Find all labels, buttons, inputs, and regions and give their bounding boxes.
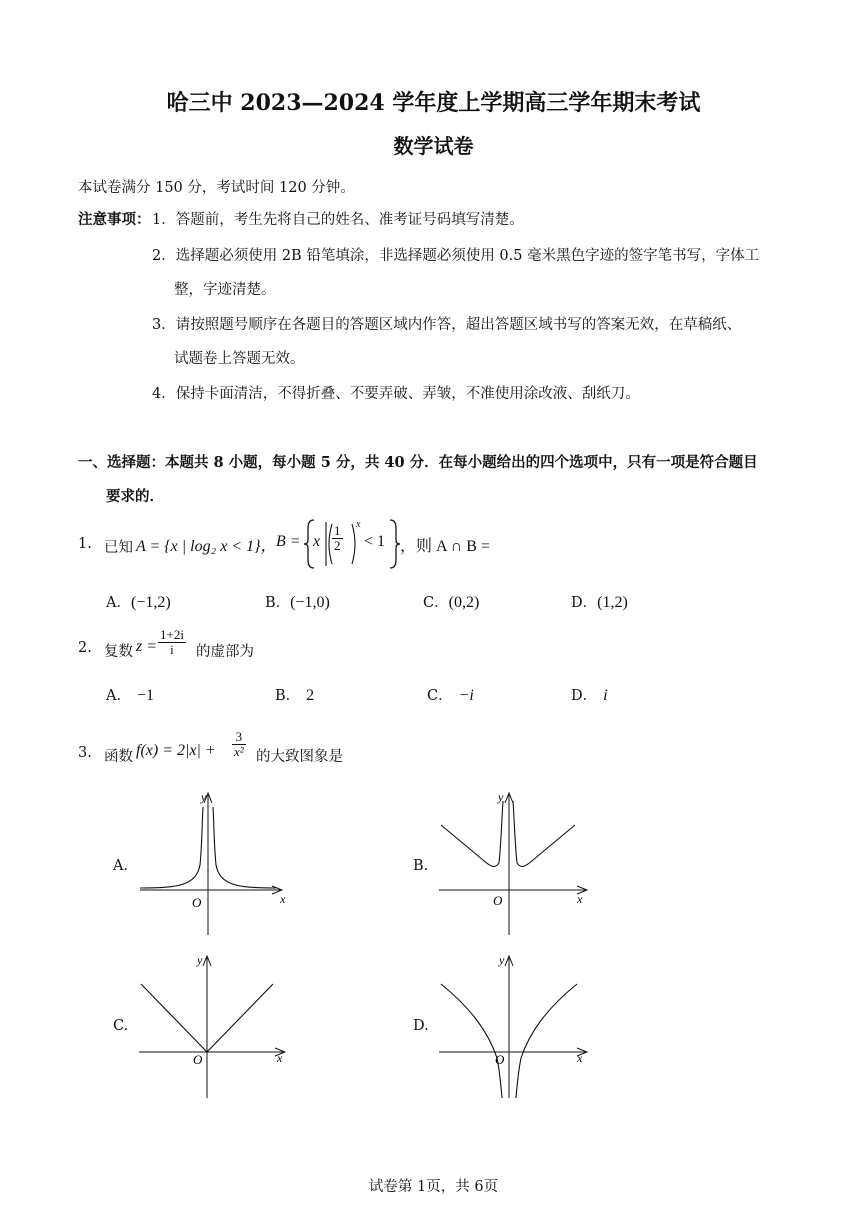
y-axis-label: y	[201, 790, 207, 804]
q3-graph-d[interactable]	[433, 948, 593, 1103]
q2-option-b[interactable]	[275, 684, 314, 705]
q2-frac-num: 1+2i	[160, 627, 184, 642]
q2-prefix: 复数	[104, 644, 133, 660]
option-value: (1,2)	[597, 594, 628, 611]
q1-number: 1.	[78, 536, 92, 552]
q3-frac-den: x²	[234, 744, 244, 760]
q3-suffix: 的大致图象是	[256, 749, 343, 765]
q2-fraction	[158, 628, 186, 658]
q1-exponent: x	[356, 519, 361, 530]
option-letter: B．	[275, 688, 301, 704]
q2-suffix: 的虚部为	[196, 644, 254, 660]
page-footer: 试卷第 1页，共 6页	[368, 1179, 499, 1195]
x-axis-label: x	[277, 1051, 283, 1065]
x-axis-label: x	[577, 1051, 583, 1065]
option-value: (−1,2)	[130, 594, 171, 611]
option-letter: D．	[571, 688, 598, 704]
notice-item-2: 2．选择题必须使用 2B 铅笔填涂，非选择题必须使用 0.5 毫米黑色字迹的签字笔书写，字体工	[152, 248, 760, 264]
q2-lhs: z =	[136, 638, 158, 655]
section1-heading: 一、选择题：本题共 8 小题，每小题 5 分，共 40 分．在每小题给出的四个选项中，只有一项是符合题目	[78, 454, 758, 471]
q3-prefix: 函数	[104, 749, 133, 765]
y-axis-label: y	[499, 953, 505, 967]
q1-option-c[interactable]	[423, 591, 479, 612]
q1-set-a: A = {x | log₂ x < 1}，	[136, 538, 277, 555]
option-letter: A．	[106, 595, 131, 611]
origin-label: O	[493, 893, 503, 908]
x-axis-label: x	[577, 892, 583, 906]
q1-option-a[interactable]	[106, 591, 171, 612]
q3-graph-b[interactable]	[433, 785, 593, 940]
q2-frac-den: i	[170, 642, 174, 658]
q1-suffix: ，则 A ∩ B =	[400, 538, 490, 555]
q1-frac-num: 1	[334, 523, 341, 538]
q1-frac-den: 2	[334, 538, 341, 554]
option-value: −1	[136, 687, 155, 704]
q3-graph-c-letter[interactable]: C.	[113, 1018, 129, 1034]
origin-label: O	[193, 1052, 203, 1067]
option-letter: C．	[427, 688, 453, 704]
option-value: (−1,0)	[290, 594, 330, 611]
intro-text: 本试卷满分 150 分，考试时间 120 分钟。	[78, 180, 355, 196]
q3-graph-b-letter[interactable]: B.	[413, 858, 429, 874]
q3-number: 3.	[78, 745, 92, 761]
option-letter: A．	[106, 688, 131, 704]
q3-graph-c[interactable]	[133, 948, 293, 1103]
origin-label: O	[495, 1052, 505, 1067]
q1-prefix: 已知	[104, 540, 133, 556]
q2-option-a[interactable]	[106, 684, 154, 705]
q2-number: 2.	[78, 640, 92, 656]
y-axis-label: y	[498, 790, 504, 804]
q1-b-rest: < 1	[364, 533, 386, 550]
q2-option-c[interactable]	[427, 684, 474, 705]
exam-subtitle: 数学试卷	[393, 134, 474, 158]
x-axis-label: x	[280, 892, 286, 906]
q3-graph-d-letter[interactable]: D.	[413, 1018, 429, 1034]
notice-item-1: 1．答题前，考生先将自己的姓名、准考证号码填写清楚。	[152, 212, 524, 228]
option-letter: C．	[423, 595, 449, 611]
notice-item-3-cont: 试题卷上答题无效。	[174, 351, 305, 367]
q2-option-d[interactable]	[571, 684, 608, 705]
option-value: 2	[306, 687, 315, 704]
y-axis-label: y	[197, 953, 203, 967]
q3-graph-a[interactable]	[130, 785, 300, 940]
notice-label: 注意事项：	[78, 211, 151, 228]
q1-option-b[interactable]	[265, 591, 330, 612]
notice-item-2-cont: 整，字迹清楚。	[174, 282, 276, 298]
q3-fraction	[232, 730, 246, 760]
q3-lhs: f(x) = 2|x| +	[136, 742, 216, 759]
option-value: (0,2)	[448, 594, 480, 611]
option-letter: B．	[265, 595, 291, 611]
option-value: i	[603, 687, 608, 704]
q3-graph-a-letter[interactable]: A.	[113, 858, 129, 874]
q1-b-var: x	[313, 533, 321, 550]
section1-heading-cont: 要求的．	[106, 488, 164, 505]
notice-item-3: 3．请按照题号顺序在各题目的答题区域内作答，超出答题区域书写的答案无效，在草稿纸、	[152, 317, 742, 333]
q3-frac-num: 3	[232, 730, 246, 745]
option-letter: D．	[571, 595, 598, 611]
origin-label: O	[192, 895, 202, 910]
q1-option-d[interactable]	[571, 591, 628, 612]
option-value: −i	[458, 687, 474, 704]
exam-title: 哈三中 2023—2024 学年度上学期高三学年期末考试	[166, 90, 701, 116]
q1-set-b-lhs: B =	[276, 533, 301, 550]
notice-item-4: 4．保持卡面清洁，不得折叠、不要弄破、弄皱，不准使用涂改液、刮纸刀。	[152, 386, 640, 402]
q1-b-fraction	[332, 524, 343, 554]
